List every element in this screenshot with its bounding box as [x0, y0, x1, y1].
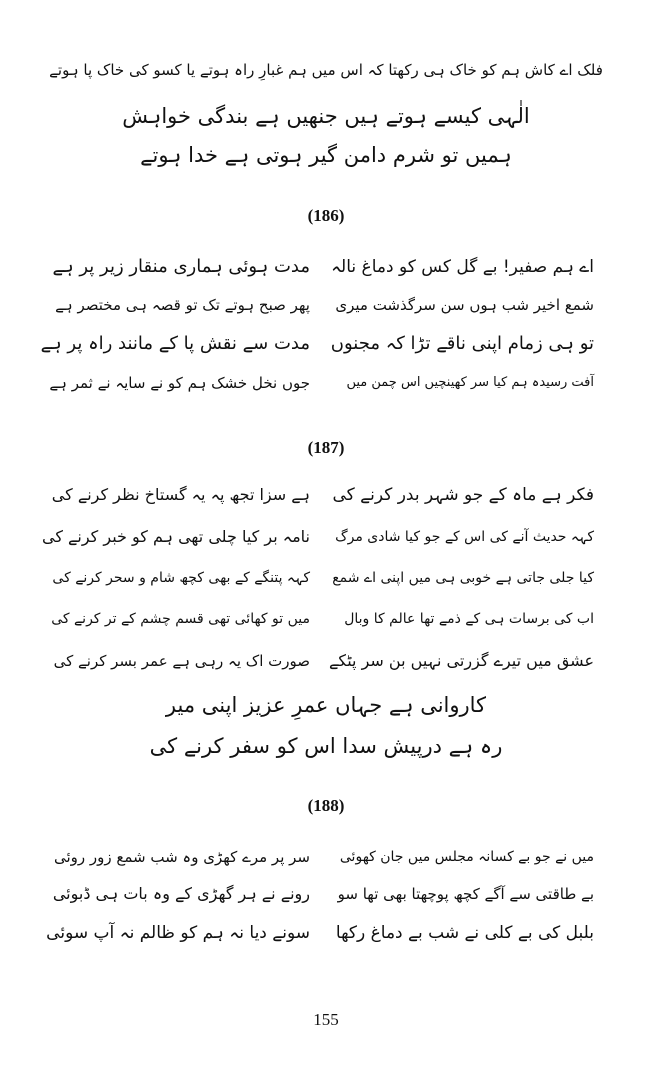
ghazal-186-verse-4b: جوں نخل خشک ہم کو نے سایہ نے ثمر ہے [49, 374, 310, 392]
ghazal-187-verse-1b: ہے سزا تجھ پہ یہ گستاخ نظر کرنے کی [51, 485, 310, 504]
ghazal-186-verse-3b: مدت سے نقش پا کے مانند راہ پر ہے [40, 333, 310, 354]
ghazal-188-number: (188) [307, 796, 345, 815]
ghazal-186-verse-2b: پھر صبح ہوتے تک تو قصہ ہی مختصر ہے [55, 296, 310, 314]
intro-line-3: ہمیں تو شرم دامن گیر ہوتی ہے خدا ہوتے [140, 143, 512, 167]
ghazal-186-verse-2a: شمع اخیر شب ہوں سن سرگذشت میری [335, 296, 594, 314]
ghazal-188-verse-2b: رونے نے ہر گھڑی کے وہ بات ہی ڈبوئی [52, 884, 310, 903]
ghazal-187-verse-5b: صورت اک یہ رہی ہے عمر بسر کرنے کی [53, 652, 310, 670]
ghazal-186-number: (186) [307, 206, 345, 225]
ghazal-188-verse-3a: بلبل کی بے کلی نے شب بے دماغ رکھا [335, 923, 594, 943]
intro-line-1: فلک اے کاش ہم کو خاک ہی رکھتا کہ اس میں ہم غبارِ راہ ہوتے یا کسو کی خاک پا ہوتے [49, 61, 603, 79]
ghazal-187-verse-2a: کہہ حدیث آنے کی اس کے جو کیا شادی مرگ [335, 529, 594, 545]
ghazal-186-verse-4a: آفت رسیدہ ہم کیا سر کھینچیں اس چمن میں [346, 375, 594, 390]
intro-line-2: الٰہی کیسے ہوتے ہیں جنھیں ہے بندگی خواہش [122, 104, 530, 128]
ghazal-188-verse-1a: میں نے جو بے کسانہ مجلس میں جان کھوئی [339, 849, 594, 865]
ghazal-186-verse-1b: مدت ہوئی ہماری منقار زیر پر ہے [52, 256, 310, 277]
ghazal-187-closing-1: کاروانی ہے جہاں عمرِ عزیز اپنی میر [165, 693, 487, 717]
ghazal-188-verse-2a: بے طاقتی سے آگے کچھ پوچھتا بھی تھا سو [337, 885, 594, 903]
page-number: 155 [313, 1010, 339, 1029]
ghazal-187-verse-4a: اب کی برسات ہی کے ذمے تھا عالم کا وبال [344, 611, 594, 627]
ghazal-187-verse-3b: کہہ پتنگے کے بھی کچھ شام و سحر کرنے کی [52, 570, 310, 586]
ghazal-186-verse-3a: تو ہی زمام اپنی ناقے تڑا کہ مجنوں [330, 333, 594, 354]
ghazal-187-verse-5a: عشق میں تیرے گزرتی نہیں بن سر پٹکے [329, 651, 594, 670]
ghazal-187-verse-2b: نامہ بر کیا چلی تھی ہم کو خبر کرنے کی [41, 527, 310, 546]
ghazal-188-verse-1b: سر پر مرے کھڑی وہ شب شمع زور روئی [53, 848, 310, 866]
ghazal-187-verse-1a: فکر ہے ماہ کے جو شہر بدر کرنے کی [332, 485, 594, 505]
ghazal-186-verse-1a: اے ہم صفیر! بے گل کس کو دماغ نالہ [331, 257, 594, 277]
ghazal-188-verse-3b: سونے دیا نہ ہم کو ظالم نہ آپ سوئی [46, 923, 310, 943]
ghazal-187-verse-3a: کیا جلی جاتی ہے خوبی ہی میں اپنی اے شمع [332, 570, 594, 586]
ghazal-187-number: (187) [307, 438, 345, 457]
ghazal-187-closing-2: رہ ہے درپیش سدا اس کو سفر کرنے کی [149, 734, 503, 758]
ghazal-187-verse-4b: میں تو کھائی تھی قسم چشم کے تر کرنے کی [51, 611, 310, 627]
